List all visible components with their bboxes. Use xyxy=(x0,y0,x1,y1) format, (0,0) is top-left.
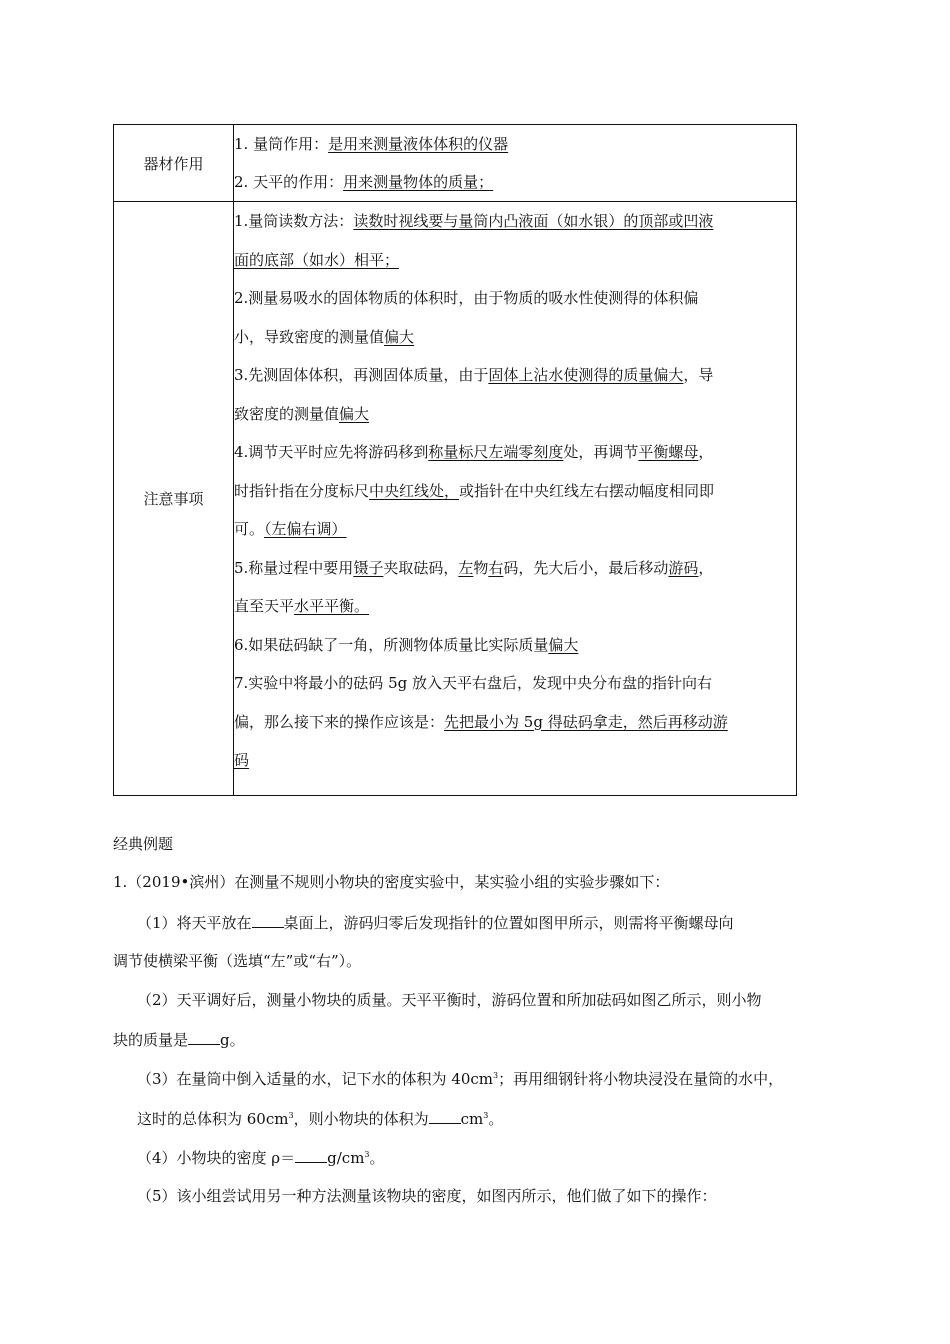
answer: 水平平衡。 xyxy=(294,597,370,615)
question-part-2-line-1: （2）天平调好后，测量小物块的质量。天平平衡时，游码位置和所加砝码如图乙所示，则小物 xyxy=(137,991,762,1009)
answer: 中央红线处， xyxy=(369,481,460,500)
answer-blank[interactable] xyxy=(429,1108,461,1124)
answer: 称量标尺左端零刻度 xyxy=(428,443,564,461)
text: 夹取砝码， xyxy=(383,558,459,577)
answer: 平衡螺母 xyxy=(638,443,699,461)
answer-blank[interactable] xyxy=(188,1029,220,1045)
superscript: 3 xyxy=(483,1111,489,1120)
answer: 右 xyxy=(488,558,504,577)
notes-content xyxy=(234,202,797,796)
question-part-3-line-2 xyxy=(137,1108,837,1129)
note-1-line-1 xyxy=(234,202,796,241)
answer: 偏大 xyxy=(384,327,415,346)
notes-row xyxy=(114,202,797,796)
note-7-line-2 xyxy=(234,703,796,742)
text: 2.测量易吸水的固体物质的体积时，由于物质的吸水性使测得的体积偏 xyxy=(234,289,699,307)
item-answer: 是用来测量液体体积的仪器 xyxy=(328,135,509,153)
text: 偏，那么接下来的操作应该是： xyxy=(234,712,445,731)
answer: 偏大 xyxy=(339,404,370,423)
text: ；再用细钢针将小物块浸没在量筒的水中， xyxy=(498,1070,784,1088)
question-part-2-line-2 xyxy=(113,1029,245,1050)
text: 这时的总体积为 60cm xyxy=(137,1110,289,1128)
text: 小，导致密度的测量值 xyxy=(234,327,385,346)
text: 3.先测固体体积，再测固体质量，由于 xyxy=(234,366,489,384)
text: 块的质量是 xyxy=(113,1031,189,1049)
superscript: 3 xyxy=(364,1150,370,1159)
text: 处，再调节 xyxy=(563,443,639,461)
answer: 偏大 xyxy=(548,635,579,654)
item-prefix: 2. 天平的作用： xyxy=(234,173,344,191)
answer: （左偏右调） xyxy=(264,520,347,538)
equipment-row xyxy=(114,125,797,202)
note-2-line-2 xyxy=(234,318,796,357)
note-3-line-1 xyxy=(234,356,796,395)
answer: 先把最小为 5g 得砝码拿走，然后再移动游 xyxy=(444,712,728,731)
note-3-line-2 xyxy=(234,395,796,434)
note-2-line-1 xyxy=(234,279,796,318)
text: 。 xyxy=(488,1110,504,1128)
note-7-line-3 xyxy=(234,741,796,780)
question-part-4 xyxy=(137,1147,837,1168)
text: 7.实验中将最小的砝码 5g 放入天平右盘后，发现中央分布盘的指针向右 xyxy=(234,674,712,692)
note-7-line-1 xyxy=(234,664,796,703)
note-5-line-1 xyxy=(234,549,796,588)
text: g/cm xyxy=(327,1149,365,1167)
question-part-5: （5）该小组尝试用另一种方法测量该物块的密度，如图丙所示，他们做了如下的操作： xyxy=(137,1187,717,1205)
text: ，导 xyxy=(683,366,714,384)
note-6-line-1 xyxy=(234,626,796,665)
answer: 面的底部（如水）相平； xyxy=(234,250,400,269)
note-5-line-2 xyxy=(234,587,796,626)
notes-table xyxy=(113,124,797,796)
text: 6.如果砝码缺了一角，所测物体质量比实际质量 xyxy=(234,635,549,654)
text: （1）将天平放在 xyxy=(137,914,252,932)
item-answer: 用来测量物体的质量； xyxy=(343,173,494,191)
text: ，则小物块的体积为 xyxy=(293,1110,429,1128)
text: 5.称量过程中要用 xyxy=(234,558,354,577)
text: 。 xyxy=(369,1149,385,1167)
answer: 游码 xyxy=(668,558,699,577)
text: （3）在量筒中倒入适量的水，记下水的体积为 40cm xyxy=(137,1070,494,1088)
text: 致密度的测量值 xyxy=(234,404,340,423)
row-header-notes: 注意事项 xyxy=(114,202,234,796)
answer: 码 xyxy=(234,751,250,769)
text: 物 xyxy=(473,558,489,577)
text: ， xyxy=(698,443,714,461)
question-part-1-line-1 xyxy=(137,912,837,933)
answer-blank[interactable] xyxy=(295,1147,327,1163)
question-part-3-line-1 xyxy=(137,1069,897,1089)
equipment-item-1 xyxy=(234,125,796,163)
question-stem: 1.（2019•滨州）在测量不规则小物块的密度实验中，某实验小组的实验步骤如下： xyxy=(113,873,670,891)
text: 1.量筒读数方法： xyxy=(234,212,354,230)
note-4-line-3 xyxy=(234,510,796,549)
text: 4.调节天平时应先将游码移到 xyxy=(234,443,429,461)
equipment-content xyxy=(234,125,797,202)
text: 或指针在中央红线左右摆动幅度相同即 xyxy=(459,481,715,500)
answer: 镊子 xyxy=(353,558,384,577)
answer: 固体上沾水使测得的质量偏大 xyxy=(488,366,684,384)
text: 可。 xyxy=(234,520,265,538)
text: 码，先大后小，最后移动 xyxy=(503,558,669,577)
item-prefix: 1. 量筒作用： xyxy=(234,135,329,153)
answer: 读数时视线要与量筒内凸液面（如水银）的顶部或凹液 xyxy=(353,212,714,230)
equipment-item-2 xyxy=(234,163,796,201)
answer-blank[interactable] xyxy=(252,912,284,928)
text: （4）小物块的密度 ρ＝ xyxy=(137,1149,296,1167)
superscript: 3 xyxy=(493,1071,499,1080)
text: g。 xyxy=(220,1031,245,1049)
question-part-1-line-2: 调节使横梁平衡（选填“左”或“右”）。 xyxy=(113,952,362,970)
text: 时指针指在分度标尺 xyxy=(234,481,370,500)
note-4-line-2 xyxy=(234,472,796,511)
row-header-equipment: 器材作用 xyxy=(114,125,234,202)
text: cm xyxy=(460,1110,484,1128)
text: 桌面上，游码归零后发现指针的位置如图甲所示，则需将平衡螺母向 xyxy=(283,914,734,932)
text: ， xyxy=(698,558,714,577)
text: 直至天平 xyxy=(234,597,295,615)
answer: 左 xyxy=(458,558,474,577)
note-1-line-2 xyxy=(234,241,796,280)
section-title: 经典例题 xyxy=(113,835,174,853)
note-4-line-1 xyxy=(234,433,796,472)
superscript: 3 xyxy=(288,1111,294,1120)
